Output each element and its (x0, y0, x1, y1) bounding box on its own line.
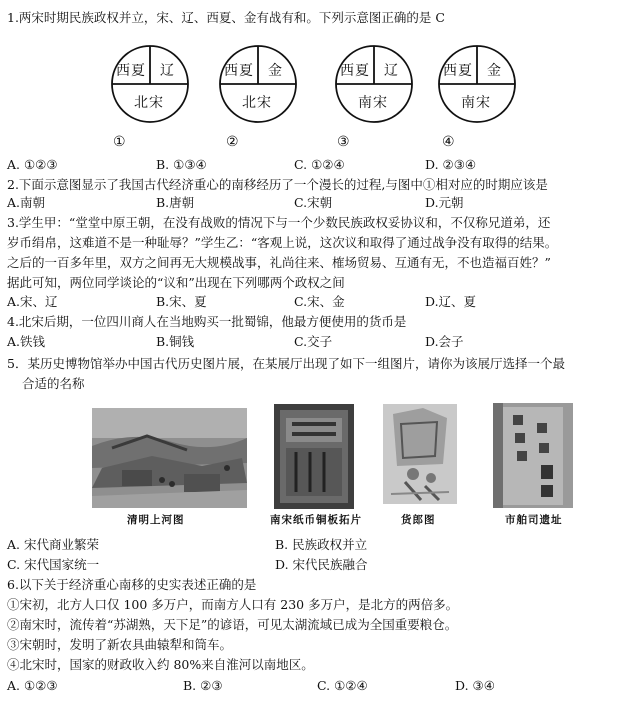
q1-stem: 1.两宋时期民族政权并立，宋、辽、西夏、金有战有和。下列示意图正确的是 C (7, 10, 445, 25)
q2-option-d[interactable]: D.元朝 (425, 195, 464, 210)
q6-option-c[interactable]: C. ①②④ (317, 678, 368, 693)
q5-line-1: 5．某历史博物馆举办中国古代历史图片展，在某展厅出现了如下一组图片，请你为该展厅选择一个最 (7, 356, 565, 371)
q4-option-b[interactable]: B.铜钱 (156, 334, 195, 349)
q5-option-d[interactable]: D. 宋代民族融合 (275, 557, 368, 572)
diagram-label-tr: 金 (268, 63, 283, 79)
q2-option-c[interactable]: C.宋朝 (294, 195, 333, 210)
circle-diagram-1 (110, 44, 190, 124)
q1-option-d[interactable]: D. ②③④ (425, 157, 477, 172)
caption-banknote-plate: 南宋纸币铜板拓片 (270, 514, 362, 526)
circle-diagram-2 (218, 44, 298, 124)
q6-stem: 6.以下关于经济重心南移的史实表述正确的是 (7, 577, 257, 592)
q1-option-c[interactable]: C. ①②④ (294, 157, 345, 172)
q6-item-3: ③宋朝时，发明了新农具曲辕犁和筒车。 (7, 637, 233, 652)
qingming-painting-image (92, 408, 247, 508)
q4-option-a[interactable]: A.铁钱 (7, 334, 46, 349)
q1-diagram-4 (437, 44, 517, 124)
diagram-label-bottom: 南宋 (461, 95, 491, 111)
q6-item-1: ①宋初，北方人口仅 100 多万户，而南方人口有 230 多万户，是北方的两倍多。 (7, 597, 459, 612)
diagram-number-4: ④ (442, 134, 455, 150)
q3-option-b[interactable]: B.宋、夏 (156, 294, 207, 309)
q3-option-a[interactable]: A.宋、辽 (7, 294, 58, 309)
q3-line-4: 据此可知，两位同学谈论的“议和”出现在下列哪两个政权之间 (7, 275, 345, 290)
diagram-label-tl: 西夏 (340, 63, 370, 79)
caption-qingming: 清明上河图 (127, 514, 185, 526)
diagram-label-bottom: 南宋 (358, 95, 388, 111)
q6-item-2: ②南宋时，流传着“苏湖熟，天下足”的谚语，可见太湖流域已成为全国重要粮仓。 (7, 617, 458, 632)
circle-diagram-3 (334, 44, 414, 124)
q2-option-b[interactable]: B.唐朝 (156, 195, 195, 210)
q3-line-1: 3.学生甲：“堂堂中原王朝，在没有战败的情况下与一个少数民族政权妥协议和，不仅称兄道弟，还 (7, 215, 551, 230)
diagram-label-tr: 辽 (160, 63, 175, 79)
q5-option-b[interactable]: B. 民族政权并立 (275, 537, 368, 552)
diagram-label-bottom: 北宋 (242, 95, 272, 111)
diagram-label-tl: 西夏 (116, 63, 146, 79)
q3-option-d[interactable]: D.辽、夏 (425, 294, 477, 309)
q1-option-a[interactable]: A. ①②③ (7, 157, 58, 172)
circle-diagram-4 (437, 44, 517, 124)
diagram-label-tr: 金 (487, 63, 502, 79)
q5-line-2: 合适的名称 (22, 376, 85, 391)
q2-stem: 2.下面示意图显示了我国古代经济重心的南移经历了一个漫长的过程,与图中①相对应的时期应该是 (7, 177, 548, 192)
q1-diagram-3 (334, 44, 414, 124)
diagram-number-3: ③ (337, 134, 350, 150)
q6-item-4: ④北宋时，国家的财政收入约 80%来自淮河以南地区。 (7, 657, 314, 672)
q4-option-d[interactable]: D.会子 (425, 334, 464, 349)
diagram-label-bottom: 北宋 (134, 95, 164, 111)
q6-option-d[interactable]: D. ③④ (455, 678, 495, 693)
q2-option-a[interactable]: A.南朝 (7, 195, 46, 210)
caption-pedlar: 货郎图 (401, 514, 436, 526)
diagram-number-2: ② (226, 134, 239, 150)
pedlar-painting-image (383, 404, 457, 504)
caption-shibosi: 市舶司遗址 (505, 514, 563, 526)
q3-line-2: 岁币绢帛，这难道不是一种耻辱？”学生乙：“客观上说，这次议和取得了通过战争没有取得的结果。 (7, 235, 558, 250)
diagram-label-tr: 辽 (384, 63, 399, 79)
q5-option-a[interactable]: A. 宋代商业繁荣 (7, 537, 99, 552)
q4-stem: 4.北宋后期，一位四川商人在当地购买一批蜀锦，他最方便使用的货币是 (7, 314, 407, 329)
q1-option-b[interactable]: B. ①③④ (156, 157, 207, 172)
q1-diagram-1 (110, 44, 190, 124)
q6-option-a[interactable]: A. ①②③ (7, 678, 58, 693)
q1-diagram-2 (218, 44, 298, 124)
banknote-plate-rubbing-image (274, 404, 354, 509)
q6-option-b[interactable]: B. ②③ (183, 678, 223, 693)
q3-option-c[interactable]: C.宋、金 (294, 294, 345, 309)
q5-option-c[interactable]: C. 宋代国家统一 (7, 557, 100, 572)
q3-line-3: 之后的一百多年里，双方之间再无大规模战事，礼尚往来、榷场贸易、互通有无，不也造福百姓？” (7, 255, 551, 270)
diagram-number-1: ① (113, 134, 126, 150)
diagram-label-tl: 西夏 (224, 63, 254, 79)
shibosi-site-stele-image (493, 403, 573, 508)
diagram-label-tl: 西夏 (443, 63, 473, 79)
q4-option-c[interactable]: C.交子 (294, 334, 333, 349)
